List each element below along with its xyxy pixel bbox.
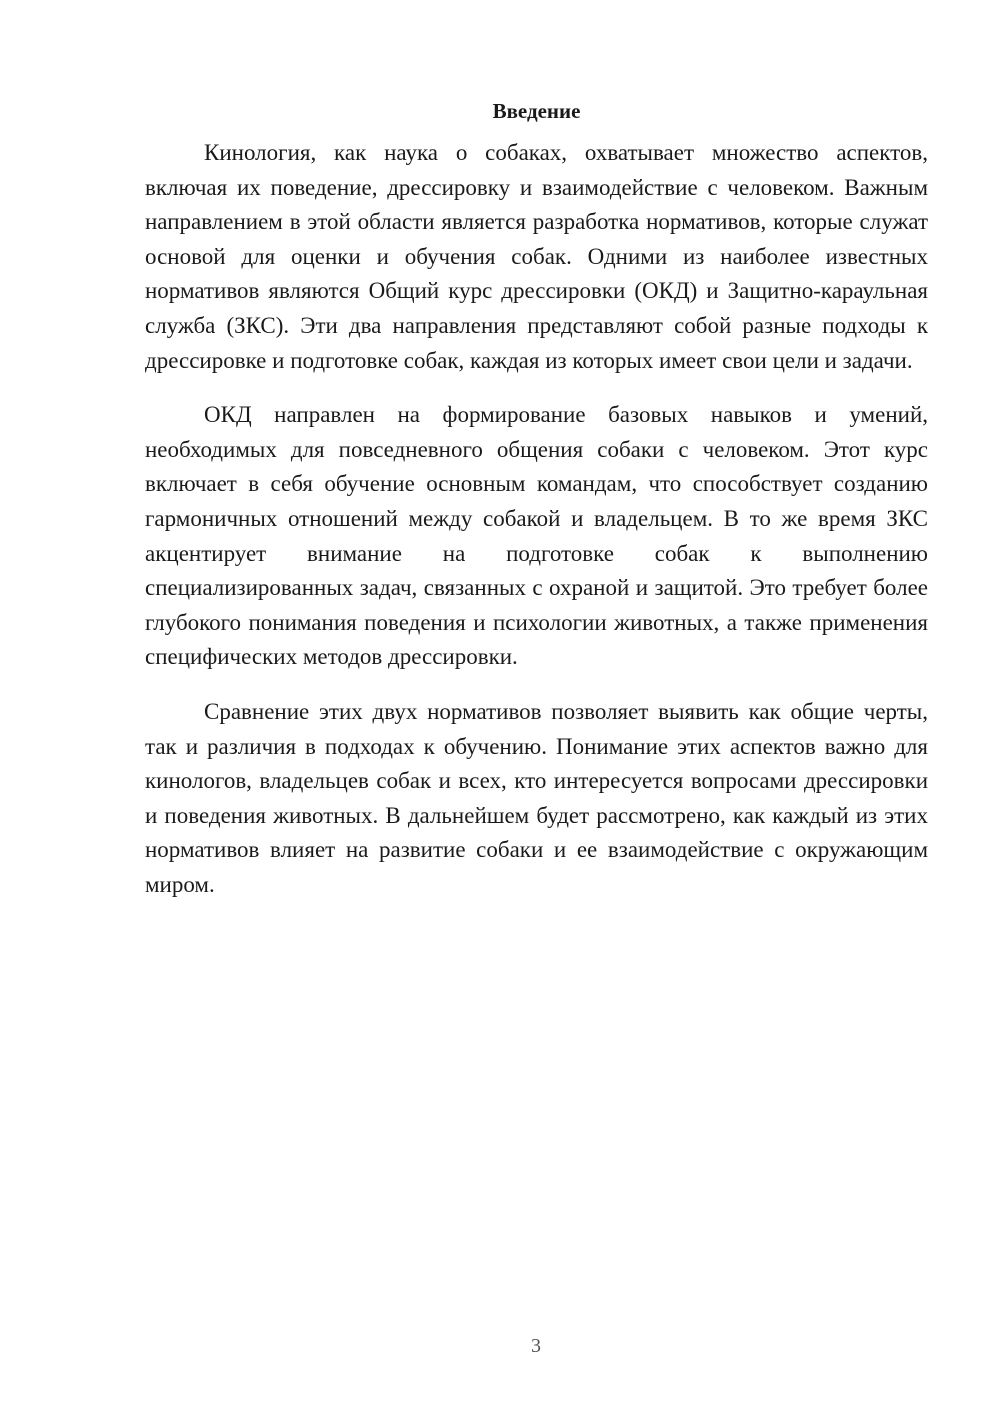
paragraph-1: Кинология, как наука о собаках, охватывает множество аспектов, включая их поведение, дрессировку и взаимодействие с человеком. Важным направлением в этой области является разработка нормативов, которые служат основой для оценки и обучения собак. Одними из наиболее известных нормативов являются Общий курс дрессировки (ОКД) и Защитно-караульная служба (ЗКС). Эти два направления представляют собой разные подходы к дрессировке и подготовке собак, каждая из которых имеет свои цели и задачи. bbox=[145, 140, 928, 373]
paragraph-2: ОКД направлен на формирование базовых навыков и умений, необходимых для повседневного общения собаки с человеком. Этот курс включает в себя обучение основным командам, что способствует созданию гармоничных отношений между собакой и владельцем. В то же время ЗКС акцентирует внимание на подготовке собак к выполнению специализированных задач, связанных с охраной и защитой. Это требует более глубокого понимания поведения и психологии животных, а также применения специфических методов дрессировки. bbox=[145, 402, 928, 670]
section-heading: Введение bbox=[492, 99, 581, 123]
page-number: 3 bbox=[531, 1335, 541, 1357]
paragraph-3: Сравнение этих двух нормативов позволяет выявить как общие черты, так и различия в подходах к обучению. Понимание этих аспектов важно для кинологов, владельцев собак и всех, кто интересуется вопросами дрессировки и поведения животных. В дальнейшем будет рассмотрено, как каждый из этих нормативов влияет на развитие собаки и ее взаимодействие с окружающим миром. bbox=[145, 698, 928, 897]
page-content bbox=[145, 96, 928, 922]
